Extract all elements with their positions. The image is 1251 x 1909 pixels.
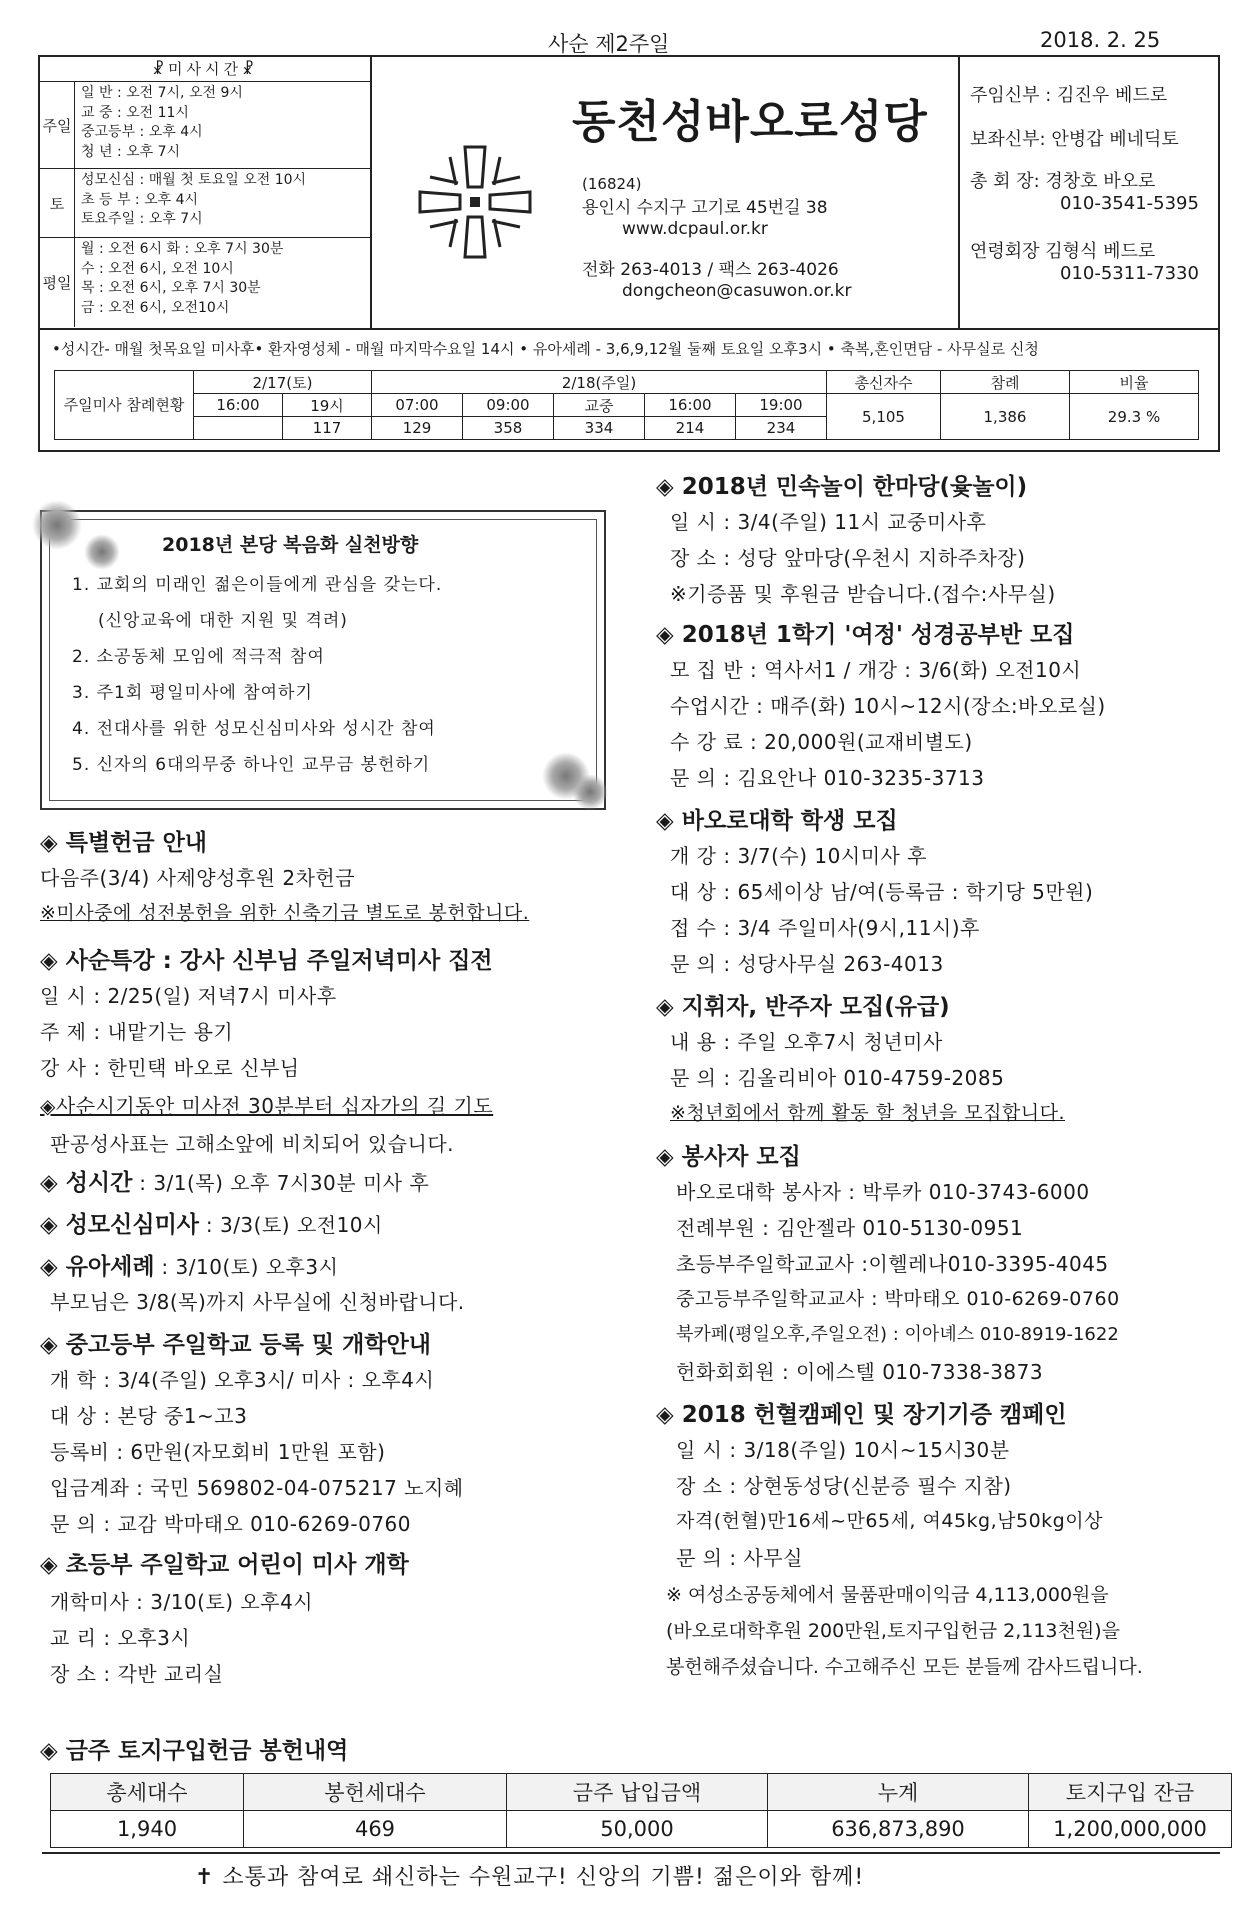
phone-fax: 전화 263-4013 / 팩스 263-4026: [582, 260, 839, 280]
evangelization-line: 2. 소공동체 모임에 적극적 참여: [72, 647, 325, 667]
decor-dot: [32, 500, 82, 550]
marian-mass-heading: ◈ 성모신심미사: [40, 1212, 200, 1238]
middle-high-line: 대 상 : 본당 중1~고3: [50, 1404, 248, 1428]
conductor-note: ※청년회에서 함께 활동 할 청년을 모집합니다.: [670, 1102, 1066, 1124]
conductor-heading: ◈ 지휘자, 반주자 모집(유급): [656, 994, 950, 1020]
bible-study-heading: ◈ 2018년 1학기 '여정' 성경공부반 모집: [656, 622, 1075, 648]
offering-line: 다음주(3/4) 사제양성후원 2차헌금: [40, 866, 356, 890]
schedule-row: 일 반 : 오전 7시, 오전 9시: [81, 85, 243, 101]
day1-header: 2/17(토): [194, 371, 372, 394]
volunteer-line: 전례부원 : 김안젤라 010-5130-0951: [676, 1216, 1024, 1240]
postcode: (16824): [582, 175, 642, 193]
mass-schedule-title: ☧미사시간☧: [40, 57, 370, 82]
bible-study-line: 수업시간 : 매주(화) 10시~12시(장소:바오로실): [670, 694, 1106, 718]
blood-campaign-line: 문 의 : 사무실: [676, 1546, 803, 1570]
marian-mass-text: : 3/3(토) 오전10시: [199, 1213, 383, 1237]
attend-header: 참례: [941, 371, 1070, 394]
blood-campaign-line: 일 시 : 3/18(주일) 10시~15시30분: [676, 1438, 1010, 1462]
land-value: 1,200,000,000: [1029, 1811, 1232, 1848]
schedule-row: 수 : 오전 6시, 오전 10시: [81, 260, 234, 277]
schedule-group-sunday: [40, 82, 370, 169]
confession-note: 판공성사표는 고해소앞에 비치되어 있습니다.: [50, 1132, 455, 1156]
day2-header: 2/18(주일): [372, 371, 827, 394]
baptism-heading: ◈ 유아세례: [40, 1254, 155, 1280]
decor-dot: [572, 774, 608, 810]
evangelization-box: [40, 510, 606, 810]
paul-univ-line: 개 강 : 3/7(수) 10시미사 후: [670, 844, 928, 868]
time-cell: 19:00: [736, 394, 827, 417]
bible-study-line: 모 집 반 : 역사서1 / 개강 : 3/6(화) 오전10시: [670, 658, 1082, 682]
yut-line: 장 소 : 성당 앞마당(우천시 지하주차장): [670, 546, 1026, 570]
baptism-text: : 3/10(토) 오후3시: [154, 1255, 339, 1279]
middle-high-heading: ◈ 중고등부 주일학교 등록 및 개학안내: [40, 1332, 431, 1358]
schedule-group-saturday: [40, 169, 370, 238]
mass-attendance-panel: [38, 330, 1220, 452]
middle-high-line: 개 학 : 3/4(주일) 오후3시/ 미사 : 오후4시: [50, 1368, 435, 1392]
yut-line: ※기증품 및 후원금 받습니다.(접수:사무실): [670, 582, 1056, 606]
land-header: 누계: [768, 1774, 1029, 1811]
land-header: 금주 납입금액: [507, 1774, 768, 1811]
elementary-heading: ◈ 초등부 주일학교 어린이 미사 개학: [40, 1552, 409, 1578]
paul-univ-heading: ◈ 바오로대학 학생 모집: [656, 808, 898, 834]
volunteer-line: 초등부주일학교교사 :이헬레나010-3395-4045: [676, 1252, 1109, 1276]
time-cell: 07:00: [372, 394, 463, 417]
federation-president-phone: 010-5311-7330: [1060, 263, 1199, 284]
time-cell: 19시: [283, 394, 372, 417]
email-link[interactable]: dongcheon@casuwon.or.kr: [622, 281, 852, 301]
paul-univ-line: 대 상 : 65세이상 남/여(등록금 : 학기당 5만원): [670, 880, 1094, 904]
time-cell: 09:00: [463, 394, 554, 417]
count-cell: 129: [372, 417, 463, 440]
ratio-header: 비율: [1070, 371, 1199, 394]
evangelization-line: (신앙교육에 대한 지원 및 격려): [98, 611, 348, 631]
volunteer-heading: ◈ 봉사자 모집: [656, 1144, 801, 1170]
elementary-line: 개학미사 : 3/10(토) 오후4시: [50, 1590, 314, 1614]
infant-baptism: [40, 1248, 338, 1281]
attend-value: 1,386: [941, 394, 1070, 440]
schedule-group-weekday: [40, 238, 370, 327]
land-header: 봉헌세대수: [244, 1774, 507, 1811]
middle-high-line: 입금계좌 : 국민 569802-04-075217 노지혜: [50, 1476, 464, 1500]
council-president: 총 회 장: 경창호 바오로: [970, 171, 1156, 192]
count-cell: 334: [554, 417, 645, 440]
yut-heading: ◈ 2018년 민속놀이 한마당(윷놀이): [656, 474, 1028, 500]
staff-list: [958, 57, 1222, 330]
land-offering-heading: ◈ 금주 토지구입헌금 봉헌내역: [40, 1738, 349, 1764]
council-president-phone: 010-3541-5395: [1060, 193, 1199, 214]
land-header: 총세대수: [51, 1774, 244, 1811]
address: 용인시 수지구 고기로 45번길 38: [582, 198, 828, 218]
blood-campaign-line: 장 소 : 상현동성당(신분증 필수 지참): [676, 1474, 1012, 1498]
holy-hour-heading: ◈ 성시간: [40, 1170, 133, 1196]
lent-lecture-heading: ◈ 사순특강 : 강사 신부님 주일저녁미사 집전: [40, 948, 493, 974]
schedule-group-label: 평일: [40, 238, 75, 327]
website-link[interactable]: www.dcpaul.or.kr: [622, 219, 768, 239]
land-value: 1,940: [51, 1811, 244, 1848]
holy-hour-text: : 3/1(목) 오후 7시30분 미사 후: [132, 1171, 430, 1195]
schedule-group-label: 토: [40, 169, 75, 237]
count-cell: 214: [645, 417, 736, 440]
liturgical-week: 사순 제2주일: [548, 32, 670, 56]
count-cell: [194, 417, 283, 440]
attendance-table: [54, 370, 1199, 440]
way-of-cross-note: ◈사순시기동안 미사전 30분부터 십자가의 길 기도: [40, 1094, 494, 1118]
time-cell: 교중: [554, 394, 645, 417]
volunteer-line: 헌화회회원 : 이에스텔 010-7338-3873: [676, 1360, 1044, 1384]
holy-hour: [40, 1164, 429, 1197]
evangelization-line: 3. 주1회 평일미사에 참여하기: [72, 683, 313, 703]
ratio-value: 29.3 %: [1070, 394, 1199, 440]
schedule-row: 중고등부 : 오후 4시: [81, 124, 203, 140]
land-value: 50,000: [507, 1811, 768, 1848]
offering-heading: ◈ 특별헌금 안내: [40, 830, 208, 856]
yut-line: 일 시 : 3/4(주일) 11시 교중미사후: [670, 510, 987, 534]
schedule-row: 금 : 오전 6시, 오전10시: [81, 299, 230, 316]
paul-univ-line: 접 수 : 3/4 주일미사(9시,11시)후: [670, 916, 980, 940]
parish-info: [372, 57, 957, 330]
land-offering-table: [50, 1773, 1232, 1848]
elementary-line: 교 리 : 오후3시: [50, 1626, 191, 1650]
footer-rule: [42, 1852, 1220, 1854]
cross-logo-icon: [410, 137, 540, 267]
pastor: 주임신부 : 김진우 베드로: [970, 85, 1168, 106]
thanks-note: (바오로대학후원 200만원,토지구입헌금 2,113천원)을: [666, 1620, 1120, 1642]
evangelization-title: 2018년 본당 복음화 실천방향: [162, 534, 419, 556]
schedule-row: 성모신심 : 매월 첫 토요일 오전 10시: [81, 172, 307, 188]
schedule-row: 청 년 : 오후 7시: [81, 143, 181, 160]
baptism-note: 부모님은 3/8(목)까지 사무실에 신청바랍니다.: [50, 1290, 465, 1314]
diocese-slogan: ✝ 소통과 참여로 쇄신하는 수원교구! 신앙의 기쁨! 젊은이와 함께!: [195, 1865, 865, 1890]
schedule-row: 교 중 : 오전 11시: [81, 104, 189, 121]
schedule-row: 초 등 부 : 오후 4시: [81, 191, 199, 208]
assistant-pastor: 보좌신부: 안병갑 베네딕토: [970, 129, 1179, 150]
volunteer-line: 바오로대학 봉사자 : 박루카 010-3743-6000: [676, 1180, 1090, 1204]
count-cell: 358: [463, 417, 554, 440]
schedule-row: 월 : 오전 6시 화 : 오후 7시 30분: [81, 241, 284, 257]
elementary-line: 장 소 : 각반 교리실: [50, 1662, 224, 1686]
thanks-note: ※ 여성소공동체에서 물품판매이익금 4,113,000원을: [666, 1584, 1109, 1606]
volunteer-line: 중고등부주일학교교사 : 박마태오 010-6269-0760: [676, 1288, 1120, 1310]
federation-president: 연령회장 김형식 베드로: [970, 241, 1156, 262]
middle-high-line: 등록비 : 6만원(자모회비 1만원 포함): [50, 1440, 386, 1464]
bible-study-line: 수 강 료 : 20,000원(교재비별도): [670, 730, 973, 754]
parish-name: 동천성바오로성당: [572, 95, 928, 148]
count-cell: 234: [736, 417, 827, 440]
land-header: 토지구입 잔금: [1029, 1774, 1232, 1811]
evangelization-line: 4. 전대사를 위한 성모신심미사와 성시간 참여: [72, 719, 436, 739]
time-cell: 16:00: [645, 394, 736, 417]
lent-line: 강 사 : 한민택 바오로 신부님: [40, 1056, 300, 1080]
mass-info-line: •성시간- 매월 첫목요일 미사후• 환자영성체 - 매월 마지막수요일 14시 • 유아세례 - 3,6,9,12월 둘째 토요일 오후3시 • 축복,혼인면담 - 사무실로 신청: [52, 340, 1039, 358]
conductor-line: 내 용 : 주일 오후7시 청년미사: [670, 1030, 943, 1054]
bible-study-line: 문 의 : 김요안나 010-3235-3713: [670, 766, 985, 790]
time-cell: 16:00: [194, 394, 283, 417]
evangelization-line: 1. 교회의 미래인 젊은이들에게 관심을 갖는다.: [72, 575, 443, 595]
evangelization-line: 5. 신자의 6대의무중 하나인 교무금 봉헌하기: [72, 755, 431, 775]
total-header: 총신자수: [827, 371, 941, 394]
volunteer-line: 북카페(평일오후,주일오전) : 이아녜스 010-8919-1622: [676, 1324, 1119, 1345]
total-value: 5,105: [827, 394, 941, 440]
bulletin-date: 2018. 2. 25: [1040, 28, 1161, 52]
paul-univ-line: 문 의 : 성당사무실 263-4013: [670, 952, 944, 976]
land-value: 469: [244, 1811, 507, 1848]
mass-schedule: [40, 57, 372, 330]
lent-line: 일 시 : 2/25(일) 저녁7시 미사후: [40, 984, 337, 1008]
thanks-note: 봉헌해주셨습니다. 수고해주신 모든 분들께 감사드립니다.: [666, 1656, 1143, 1678]
lent-line: 주 제 : 내맡기는 용기: [40, 1020, 234, 1044]
schedule-group-label: 주일: [40, 82, 75, 168]
bulletin-header: [38, 55, 1220, 330]
middle-high-line: 문 의 : 교감 박마태오 010-6269-0760: [50, 1512, 411, 1536]
conductor-line: 문 의 : 김올리비아 010-4759-2085: [670, 1066, 1005, 1090]
land-value: 636,873,890: [768, 1811, 1029, 1848]
count-cell: 117: [283, 417, 372, 440]
decor-dot: [84, 534, 120, 570]
marian-mass: [40, 1206, 383, 1239]
blood-campaign-line: 자격(헌혈)만16세~만65세, 여45kg,남50kg이상: [676, 1510, 1103, 1532]
schedule-row: 토요주일 : 오후 7시: [81, 211, 203, 227]
offering-note: ※미사중에 성전봉헌을 위한 신축기금 별도로 봉헌합니다.: [40, 902, 530, 924]
attendance-row-label: 주일미사 참례현황: [55, 371, 194, 440]
blood-campaign-heading: ◈ 2018 헌혈캠페인 및 장기기증 캠페인: [656, 1402, 1067, 1428]
schedule-row: 목 : 오전 6시, 오후 7시 30분: [81, 280, 261, 296]
